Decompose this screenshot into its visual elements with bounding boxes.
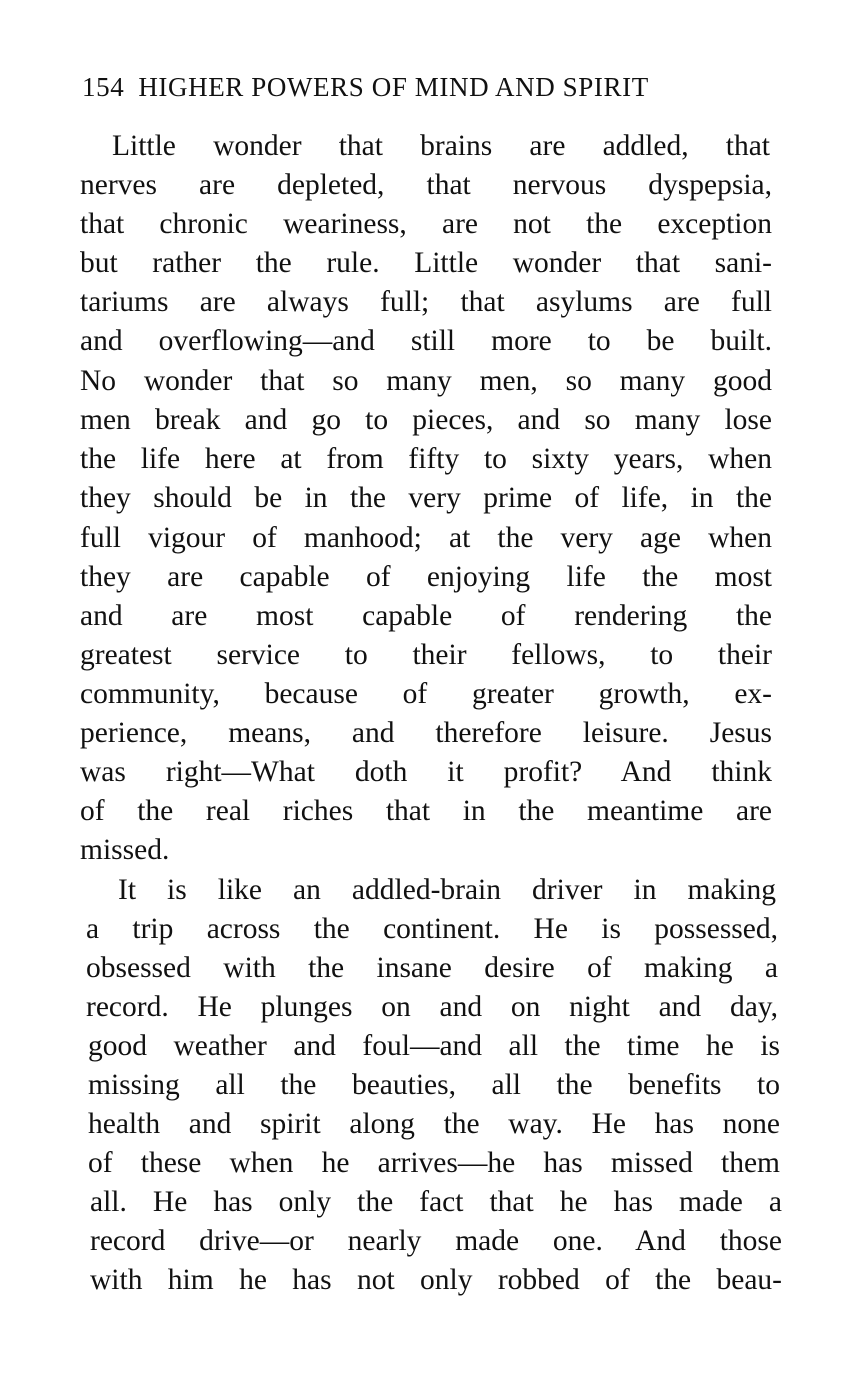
text-line: missed. — [80, 834, 170, 866]
text-line: nerves are depleted, that nervous dyspepsia, — [80, 169, 772, 201]
text-line: tariums are always full; that asylums are full — [80, 286, 772, 318]
text-line: full vigour of manhood; at the very age when — [80, 522, 772, 554]
text-line: missing all the beauties, all the benefits to — [88, 1069, 780, 1101]
text-line: record. He plunges on and on night and day, — [86, 991, 778, 1023]
text-line: of the real riches that in the meantime are — [80, 795, 772, 827]
text-line: a trip across the continent. He is possessed, — [86, 913, 778, 945]
text-line: that chronic weariness, are not the exception — [80, 208, 772, 240]
text-line: health and spirit along the way. He has none — [88, 1108, 780, 1140]
text-line: community, because of greater growth, ex- — [80, 678, 772, 710]
text-line: record drive—or nearly made one. And those — [90, 1225, 782, 1257]
text-line: men break and go to pieces, and so many lose — [80, 404, 772, 436]
running-title: HIGHER POWERS OF MIND AND SPIRIT — [138, 72, 649, 102]
text-line: was right—What doth it profit? And think — [80, 756, 772, 788]
text-line: It is like an addled-brain driver in making — [118, 874, 776, 906]
text-line: and overflowing—and still more to be built. — [80, 325, 772, 357]
text-line: and are most capable of rendering the — [80, 600, 772, 632]
text-line: all. He has only the fact that he has made a — [90, 1186, 782, 1218]
text-line: the life here at from fifty to sixty years, when — [80, 443, 772, 475]
text-line: but rather the rule. Little wonder that sani- — [80, 247, 772, 279]
running-header — [82, 70, 782, 104]
text-line: with him he has not only robbed of the beau- — [90, 1264, 782, 1296]
text-line: they should be in the very prime of life, in the — [80, 482, 772, 514]
text-line: Little wonder that brains are addled, that — [112, 130, 770, 162]
text-line: of these when he arrives—he has missed them — [88, 1147, 780, 1179]
text-line: greatest service to their fellows, to their — [80, 639, 772, 671]
page-number: 154 — [82, 72, 125, 102]
text-line: obsessed with the insane desire of making a — [86, 952, 778, 984]
text-line: good weather and foul—and all the time he is — [88, 1030, 780, 1062]
text-line: they are capable of enjoying life the most — [80, 561, 772, 593]
text-line: perience, means, and therefore leisure. Jesus — [80, 717, 772, 749]
text-line: No wonder that so many men, so many good — [80, 365, 772, 397]
